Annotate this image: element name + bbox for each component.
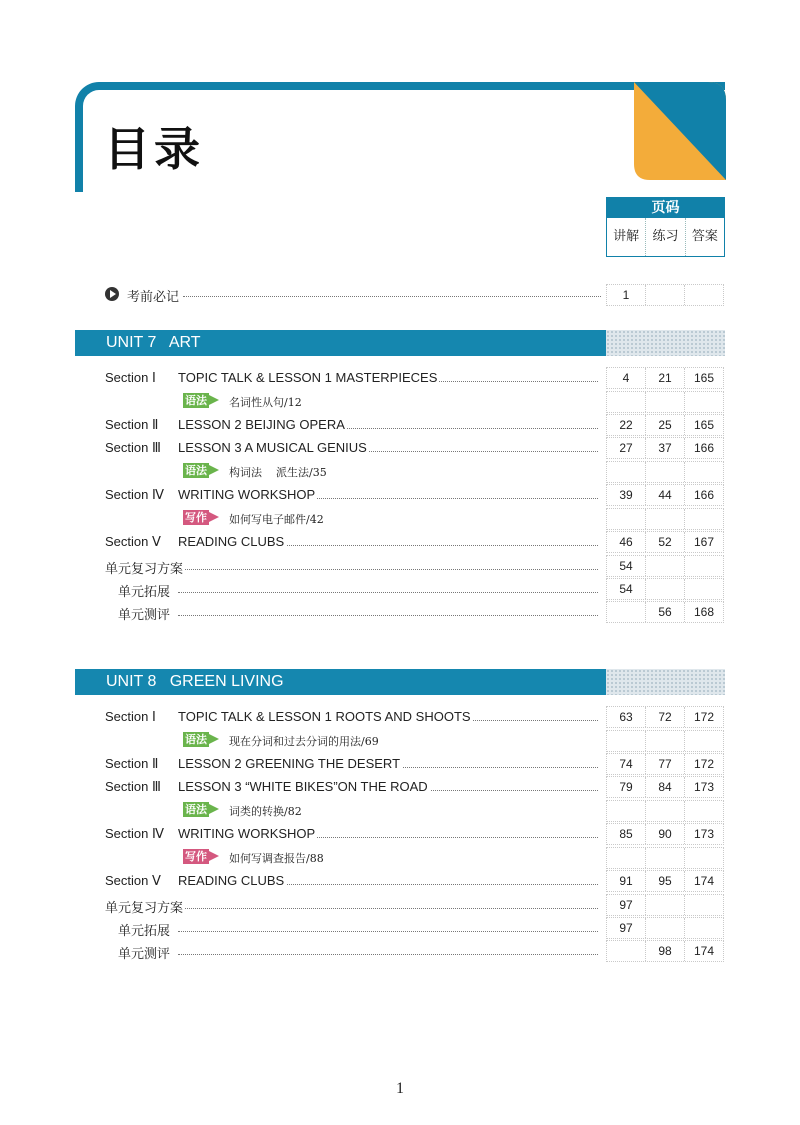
unit-item-title: 单元测评 — [118, 943, 172, 962]
page-cells — [606, 437, 724, 459]
page-heading: 页码 — [607, 198, 724, 218]
page-cell: 174 — [693, 874, 715, 888]
page-cell — [685, 579, 723, 599]
page-cell: 95 — [646, 871, 685, 891]
page-cell: 167 — [693, 535, 715, 549]
unit-item-title: 单元复习方案 — [105, 558, 185, 577]
unit-item-title: 单元复习方案 — [105, 897, 185, 916]
page-cell: 174 — [693, 944, 715, 958]
page-cell — [685, 509, 723, 529]
page-cell: 173 — [693, 827, 715, 841]
page-cell: 172 — [693, 757, 715, 771]
topic-note: 如何写电子邮件/42 — [229, 513, 324, 526]
page-cells — [606, 601, 724, 623]
page-cell — [685, 895, 723, 915]
page-cell — [646, 509, 685, 529]
page-cell: 85 — [607, 824, 646, 844]
page-cells — [606, 753, 724, 775]
section-label: Section Ⅴ — [105, 873, 161, 888]
page-cell — [607, 602, 646, 622]
column-practice: 练习 — [646, 218, 685, 256]
page-cell: 77 — [646, 754, 685, 774]
leader-dots — [178, 615, 598, 616]
page-cells — [606, 706, 724, 728]
page-cell — [607, 731, 646, 751]
section-label: Section Ⅰ — [105, 709, 156, 724]
page-number-column-header — [606, 197, 725, 257]
page-cells — [606, 730, 724, 752]
page-cell — [646, 895, 685, 915]
section-title: LESSON 2 GREENING THE DESERT — [178, 756, 401, 771]
writing-tag: 写作 — [185, 850, 207, 863]
header-corner-decoration — [634, 82, 726, 180]
page-cell: 21 — [646, 368, 685, 388]
unit-title: UNIT 8 GREEN LIVING — [106, 673, 284, 690]
section-label: Section Ⅴ — [105, 534, 161, 549]
page-cells — [606, 847, 724, 869]
section-title: LESSON 2 BEIJING OPERA — [178, 417, 345, 432]
page-cell: 27 — [607, 438, 646, 458]
page-cell — [646, 285, 685, 305]
page-cell: 168 — [693, 605, 715, 619]
page-cell: 44 — [646, 485, 685, 505]
page-cell: 37 — [646, 438, 685, 458]
leader-dots — [178, 592, 598, 593]
page-cell: 74 — [607, 754, 646, 774]
page-cell — [646, 579, 685, 599]
topic-note: 现在分词和过去分词的用法/69 — [229, 735, 379, 748]
page-cell — [646, 801, 685, 821]
page-cells — [606, 484, 724, 506]
page-cell: 39 — [607, 485, 646, 505]
section-label: Section Ⅱ — [105, 417, 159, 432]
page-cell — [685, 848, 723, 868]
unit-7-bar — [75, 330, 725, 356]
page-cell: 72 — [646, 707, 685, 727]
section-label: Section Ⅲ — [105, 779, 161, 794]
page-cell: 166 — [693, 488, 715, 502]
page-cell — [685, 285, 723, 305]
page-cells — [606, 461, 724, 483]
page-cell: 56 — [646, 602, 685, 622]
page-cell: 54 — [607, 556, 646, 576]
section-label: Section Ⅲ — [105, 440, 161, 455]
section-title: READING CLUBS — [178, 873, 285, 888]
section-title: READING CLUBS — [178, 534, 285, 549]
page-cell: 165 — [693, 371, 715, 385]
section-title: LESSON 3 A MUSICAL GENIUS — [178, 440, 367, 455]
page-cell: 84 — [646, 777, 685, 797]
section-label: Section Ⅰ — [105, 370, 156, 385]
page-cell: 165 — [693, 418, 715, 432]
unit-item-title: 单元测评 — [118, 604, 172, 623]
topic-note: 如何写调查报告/88 — [229, 852, 324, 865]
topic-note: 名词性从句/12 — [229, 396, 302, 409]
section-title: LESSON 3 “WHITE BIKES”ON THE ROAD — [178, 779, 428, 794]
section-label: Section Ⅳ — [105, 826, 164, 841]
page-cell — [607, 941, 646, 961]
section-title: TOPIC TALK & LESSON 1 MASTERPIECES — [178, 370, 438, 385]
column-explain: 讲解 — [607, 218, 646, 256]
topic-note: 构词法 派生法/35 — [229, 466, 327, 479]
page-cell: 79 — [607, 777, 646, 797]
topic-note: 词类的转换/82 — [229, 805, 302, 818]
page-cell: 4 — [607, 368, 646, 388]
leader-dots — [178, 954, 598, 955]
page-cell — [607, 848, 646, 868]
page-cell: 172 — [693, 710, 715, 724]
writing-tag: 写作 — [185, 511, 207, 524]
section-label: Section Ⅳ — [105, 487, 164, 502]
page-cell — [685, 731, 723, 751]
section-title: WRITING WORKSHOP — [178, 487, 316, 502]
page-cells — [606, 940, 724, 962]
column-answers: 答案 — [691, 229, 718, 244]
page-cell: 173 — [693, 780, 715, 794]
page-cell: 1 — [607, 285, 646, 305]
page-cell: 54 — [607, 579, 646, 599]
page-cells — [606, 800, 724, 822]
page-cells — [606, 894, 724, 916]
section-title: TOPIC TALK & LESSON 1 ROOTS AND SHOOTS — [178, 709, 471, 724]
page-cells — [606, 823, 724, 845]
page-cell: 46 — [607, 532, 646, 552]
page-cell: 22 — [607, 415, 646, 435]
page-cells — [606, 391, 724, 413]
page-cell — [607, 462, 646, 482]
page-cells — [606, 776, 724, 798]
section-title: WRITING WORKSHOP — [178, 826, 316, 841]
grammar-tag: 语法 — [185, 394, 207, 407]
leader-dots — [183, 296, 601, 297]
page-cell — [646, 462, 685, 482]
page-cell — [685, 801, 723, 821]
page-cells — [606, 917, 724, 939]
page-cell: 98 — [646, 941, 685, 961]
unit-item-title: 单元拓展 — [118, 920, 172, 939]
page-cell: 90 — [646, 824, 685, 844]
unit-title: UNIT 7 ART — [106, 334, 201, 351]
page-cells — [606, 870, 724, 892]
section-label: Section Ⅱ — [105, 756, 159, 771]
page-cell — [607, 392, 646, 412]
page-cells — [606, 531, 724, 553]
page-cells — [606, 555, 724, 577]
page-cell: 97 — [607, 918, 646, 938]
page-cell — [685, 556, 723, 576]
play-bullet-icon — [105, 287, 119, 301]
page-cell — [607, 801, 646, 821]
page-cells — [606, 508, 724, 530]
page-cell: 166 — [693, 441, 715, 455]
leader-dots — [178, 931, 598, 932]
page-cell: 52 — [646, 532, 685, 552]
page-cell: 25 — [646, 415, 685, 435]
page-cell — [646, 731, 685, 751]
page-cell: 91 — [607, 871, 646, 891]
page-cell — [646, 392, 685, 412]
page-cells — [606, 578, 724, 600]
pre-exam-pages — [606, 284, 724, 306]
page-cell — [685, 392, 723, 412]
unit-8-bar — [75, 669, 725, 695]
pre-exam-label: 考前必记 — [127, 290, 180, 305]
leader-dots — [165, 569, 598, 570]
grammar-tag: 语法 — [185, 464, 207, 477]
page-cell — [646, 556, 685, 576]
page-number: 1 — [396, 1080, 404, 1097]
page-cells — [606, 414, 724, 436]
page-cell — [685, 918, 723, 938]
grammar-tag: 语法 — [185, 803, 207, 816]
page-cell: 97 — [607, 895, 646, 915]
page-cell — [607, 509, 646, 529]
unit-item-title: 单元拓展 — [118, 581, 172, 600]
page-cell — [646, 848, 685, 868]
page-cells — [606, 367, 724, 389]
page-title: 目录 — [104, 122, 204, 176]
page-cell — [685, 462, 723, 482]
grammar-tag: 语法 — [185, 733, 207, 746]
page-cell — [646, 918, 685, 938]
leader-dots — [165, 908, 598, 909]
page-cell: 63 — [607, 707, 646, 727]
